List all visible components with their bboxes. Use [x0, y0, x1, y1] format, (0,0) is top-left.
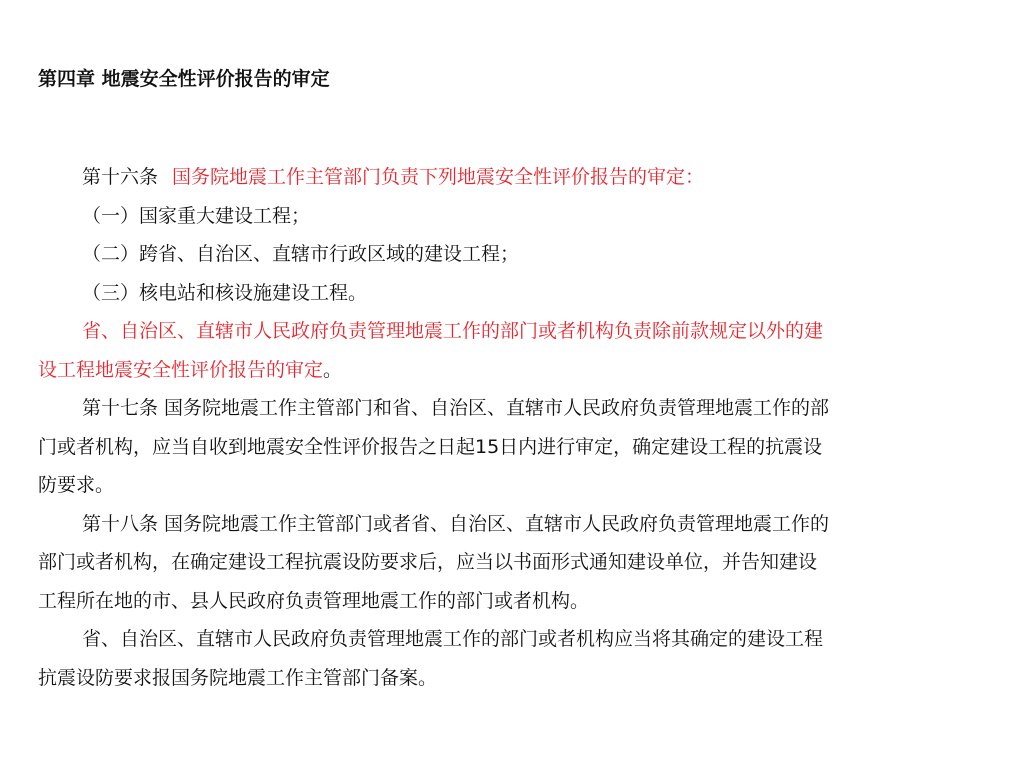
article-16-para2-text: 设工程地震安全性评价报告的审定: [38, 358, 324, 381]
article-16-para2-line-2: [38, 351, 984, 390]
article-18-line-1: 第十八条 国务院地震工作主管部门或者省、自治区、直辖市人民政府负责管理地震工作的: [82, 512, 830, 535]
article-17-line-1: 第十七条 国务院地震工作主管部门和省、自治区、直辖市人民政府负责管理地震工作的部: [82, 397, 830, 419]
article-18-line-3: 工程所在地的市、县人民政府负责管理地震工作的部门或者机构。: [38, 589, 590, 612]
article-16-item-3: （三）核电站和核设施建设工程。: [82, 281, 368, 304]
article-16-item-2: （二）跨省、自治区、直辖市行政区域的建设工程；: [82, 243, 520, 265]
chapter-heading: 第四章 地震安全性评价报告的审定: [38, 68, 330, 90]
article-18-para2-line-1: 省、自治区、直辖市人民政府负责管理地震工作的部门或者机构应当将其确定的建设工程: [82, 628, 824, 650]
article-16-text: 国务院地震工作主管部门负责下列地震安全性评价报告的审定：: [172, 166, 705, 188]
article-body: [38, 158, 984, 697]
article-16-para2-end: 。: [323, 358, 343, 381]
article-18-para2-line-2: 抗震设防要求报国务院地震工作主管部门备案。: [38, 666, 438, 689]
article-16-line: [38, 158, 984, 197]
article-16-item-1: （一）国家重大建设工程；: [82, 204, 311, 227]
article-16-para2-line-1: 省、自治区、直辖市人民政府负责管理地震工作的部门或者机构负责除前款规定以外的建: [82, 320, 824, 342]
article-17-line-2: 门或者机构，应当自收到地震安全性评价报告之日起15日内进行审定，确定建设工程的抗震设: [38, 435, 823, 458]
article-17-line-3: 防要求。: [38, 474, 115, 496]
article-16-label: 第十六条: [82, 166, 159, 188]
article-18-line-2: 部门或者机构，在确定建设工程抗震设防要求后，应当以书面形式通知建设单位，并告知建设: [38, 551, 818, 573]
